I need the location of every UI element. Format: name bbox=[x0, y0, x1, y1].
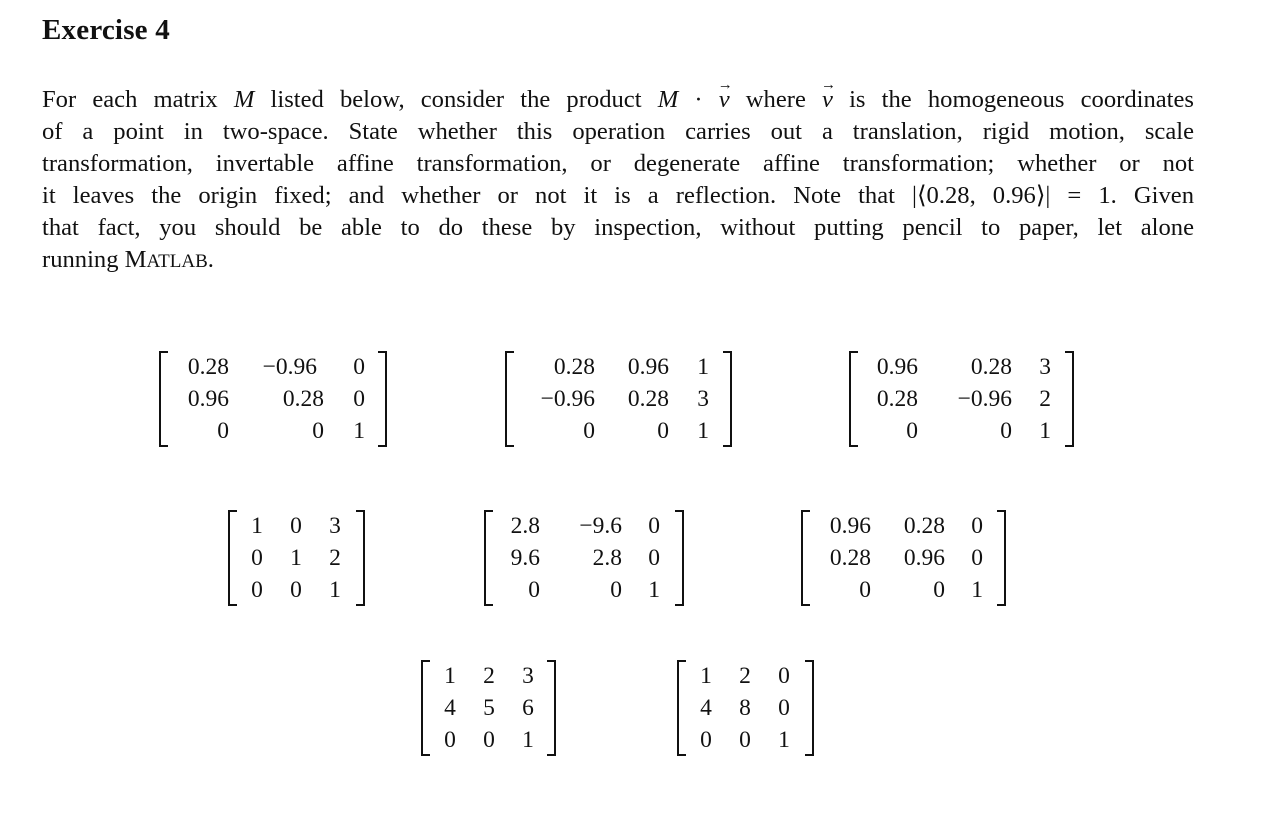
vector-v: → v bbox=[719, 84, 730, 116]
matrix-cell: 0.96 bbox=[903, 545, 945, 571]
matrix-cell: 0.96 bbox=[187, 386, 229, 412]
matrix-cell: 0.96 bbox=[829, 513, 871, 539]
matrix-cell: 1 bbox=[971, 577, 983, 603]
matrix-cell: 1 bbox=[251, 513, 263, 539]
instruction-line-5: that fact, you should be able to do these by inspection, without putting pencil to paper, let alone bbox=[42, 214, 1194, 241]
matrix-cell: 0 bbox=[700, 727, 712, 753]
matrix-cell: 0 bbox=[312, 418, 324, 444]
matrix-cell: 0 bbox=[528, 577, 540, 603]
matrix-cell: 0 bbox=[353, 354, 365, 380]
matrix-cell: 3 bbox=[1039, 354, 1051, 380]
matrix-2 bbox=[505, 351, 732, 447]
matrix-cell: 1 bbox=[697, 418, 709, 444]
matrix-cell: 0 bbox=[444, 727, 456, 753]
matrix-cell: 0.28 bbox=[553, 354, 595, 380]
right-bracket bbox=[1065, 351, 1074, 447]
matrix-cell: 0.28 bbox=[187, 354, 229, 380]
matrix-cell: 1 bbox=[697, 354, 709, 380]
matrix-cell: 0 bbox=[778, 695, 790, 721]
matrix-cell: 1 bbox=[329, 577, 341, 603]
matrix-cell: 0 bbox=[1000, 418, 1012, 444]
matrix-cell: 0 bbox=[251, 577, 263, 603]
matrix-cell: −0.96 bbox=[540, 386, 595, 412]
matrix-cell: 9.6 bbox=[510, 545, 540, 571]
matrix-cell: 0.28 bbox=[903, 513, 945, 539]
matrix-cell: 3 bbox=[329, 513, 341, 539]
matrix-cell: 0.96 bbox=[876, 354, 918, 380]
matrix-cell: 2.8 bbox=[510, 513, 540, 539]
right-bracket bbox=[997, 510, 1006, 606]
instruction-line-2: of a point in two-space. State whether this operation carries out a translation, rigid motion, scale bbox=[42, 118, 1194, 145]
matrix-6 bbox=[801, 510, 1006, 606]
matrix-3 bbox=[849, 351, 1074, 447]
matrix-cell: 5 bbox=[483, 695, 495, 721]
matrix-cell: 0 bbox=[217, 418, 229, 444]
matrix-cell: 0 bbox=[648, 513, 660, 539]
right-bracket bbox=[547, 660, 556, 756]
right-bracket bbox=[723, 351, 732, 447]
right-bracket bbox=[805, 660, 814, 756]
right-bracket bbox=[675, 510, 684, 606]
matrix-cell: 2.8 bbox=[592, 545, 622, 571]
matrix-cell: 1 bbox=[353, 418, 365, 444]
left-bracket bbox=[677, 660, 686, 756]
vector-v: → v bbox=[822, 84, 833, 116]
matrix-cell: 1 bbox=[778, 727, 790, 753]
right-bracket bbox=[356, 510, 365, 606]
matrix-cell: 0.28 bbox=[282, 386, 324, 412]
left-bracket bbox=[849, 351, 858, 447]
matrix-cell: 1 bbox=[1039, 418, 1051, 444]
matrix-cell: 0 bbox=[971, 513, 983, 539]
matrix-cell: 0.28 bbox=[876, 386, 918, 412]
matrix-cell: 0 bbox=[933, 577, 945, 603]
left-bracket bbox=[505, 351, 514, 447]
matrix-cell: 4 bbox=[700, 695, 712, 721]
matrix-cell: 0.28 bbox=[627, 386, 669, 412]
matrix-cell: 0 bbox=[290, 513, 302, 539]
matrix-cell: −9.6 bbox=[579, 513, 622, 539]
exercise-title: Exercise 4 bbox=[42, 14, 170, 46]
instruction-line-4: it leaves the origin fixed; and whether or not it is a reflection. Note that |⟨0.28, 0.96⟩| = 1. Given bbox=[42, 182, 1194, 209]
matrix-cell: 0 bbox=[251, 545, 263, 571]
matrix-cell: 0 bbox=[971, 545, 983, 571]
matrix-1 bbox=[159, 351, 387, 447]
matrix-cell: 8 bbox=[739, 695, 751, 721]
matrix-cell: 0 bbox=[778, 663, 790, 689]
instruction-line-6: running MATLAB. bbox=[42, 246, 214, 273]
matrix-cell: 0 bbox=[353, 386, 365, 412]
matrix-cell: 1 bbox=[444, 663, 456, 689]
matrix-cell: −0.96 bbox=[957, 386, 1012, 412]
matrix-cell: 6 bbox=[522, 695, 534, 721]
matrix-cell: 1 bbox=[522, 727, 534, 753]
matrix-cell: 2 bbox=[329, 545, 341, 571]
matrix-cell: −0.96 bbox=[262, 354, 317, 380]
matrix-cell: 0 bbox=[739, 727, 751, 753]
right-bracket bbox=[378, 351, 387, 447]
matrix-cell: 0.96 bbox=[627, 354, 669, 380]
left-bracket bbox=[484, 510, 493, 606]
instruction-line-1: For each matrix M listed below, consider the product M · → v where → v is the homogeneous coordinates bbox=[42, 84, 1194, 116]
matrix-5 bbox=[484, 510, 684, 606]
matrix-cell: 4 bbox=[444, 695, 456, 721]
matrix-cell: 1 bbox=[700, 663, 712, 689]
matrix-4 bbox=[228, 510, 365, 606]
matrix-cell: 0 bbox=[859, 577, 871, 603]
matrix-cell: 2 bbox=[1039, 386, 1051, 412]
exercise-instructions bbox=[42, 84, 1194, 278]
left-bracket bbox=[801, 510, 810, 606]
matrix-7 bbox=[421, 660, 556, 756]
instruction-line-3: transformation, invertable affine transformation, or degenerate affine transformation; whether or not bbox=[42, 150, 1194, 177]
matrix-cell: 1 bbox=[290, 545, 302, 571]
matrix-cell: 0.28 bbox=[970, 354, 1012, 380]
matrix-cell: 0 bbox=[648, 545, 660, 571]
matrix-8 bbox=[677, 660, 814, 756]
matrix-cell: 3 bbox=[522, 663, 534, 689]
left-bracket bbox=[228, 510, 237, 606]
matrix-cell: 1 bbox=[648, 577, 660, 603]
matrix-cell: 0 bbox=[657, 418, 669, 444]
matrix-cell: 2 bbox=[739, 663, 751, 689]
matrix-cell: 0 bbox=[906, 418, 918, 444]
matrix-cell: 0 bbox=[483, 727, 495, 753]
matrix-cell: 0 bbox=[290, 577, 302, 603]
left-bracket bbox=[421, 660, 430, 756]
matrix-cell: 0 bbox=[610, 577, 622, 603]
matrix-cell: 2 bbox=[483, 663, 495, 689]
matrix-cell: 3 bbox=[697, 386, 709, 412]
left-bracket bbox=[159, 351, 168, 447]
matrix-cell: 0.28 bbox=[829, 545, 871, 571]
matrix-cell: 0 bbox=[583, 418, 595, 444]
